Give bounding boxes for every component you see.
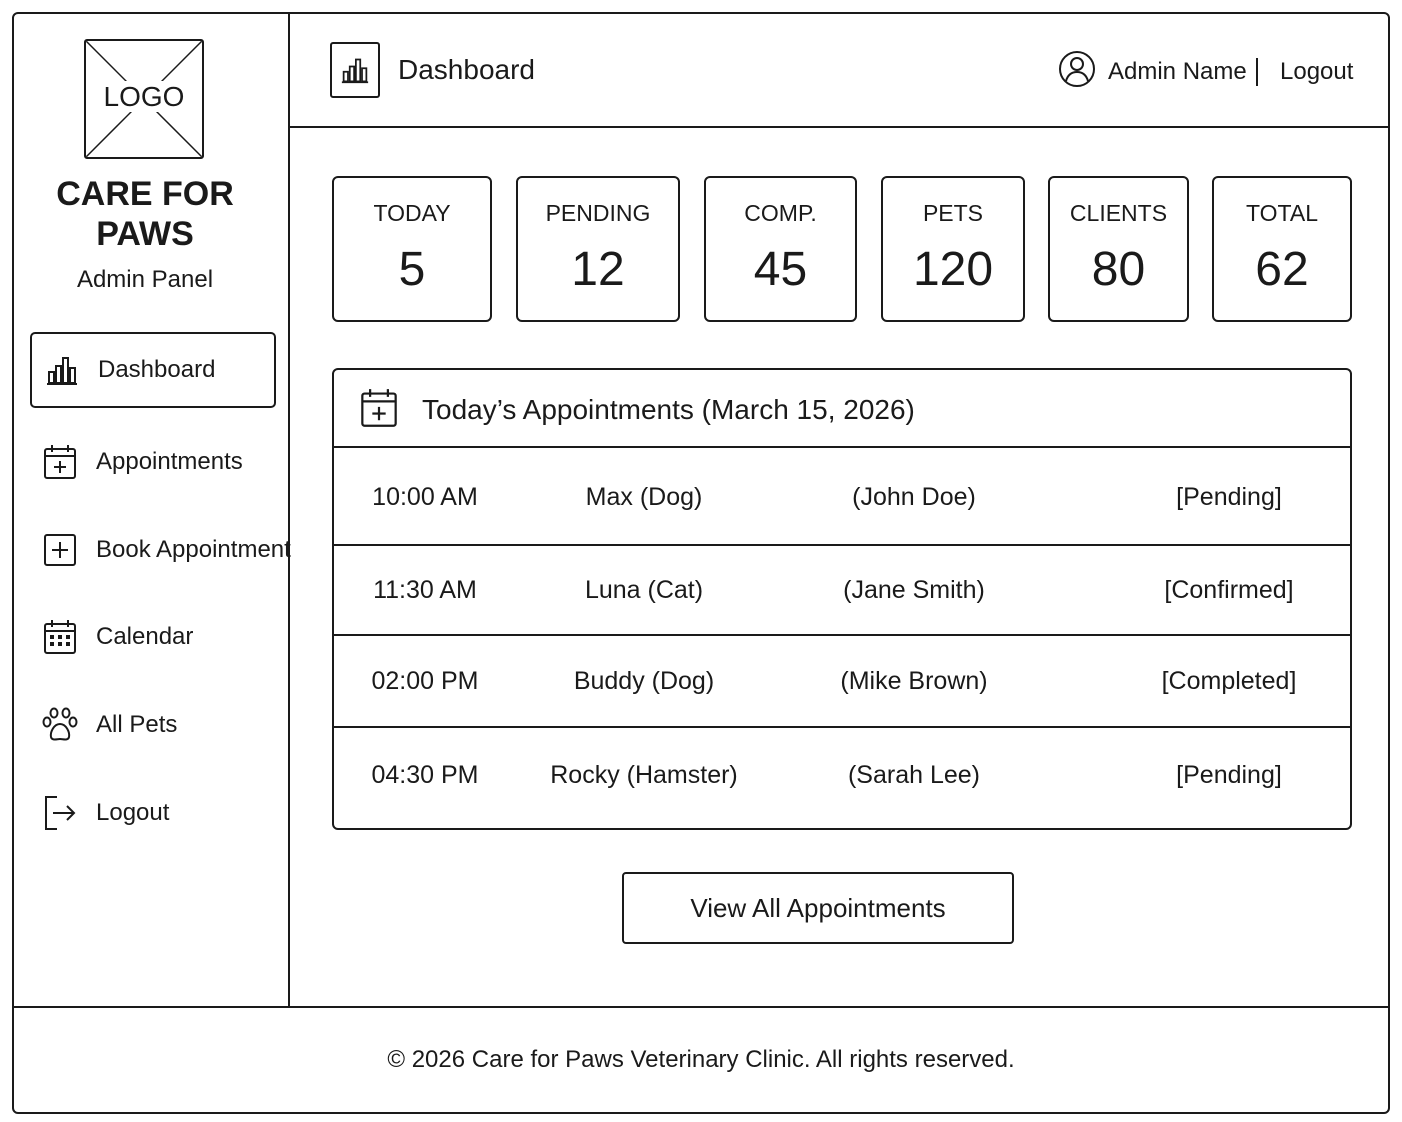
footer-copyright: © 2026 Care for Paws Veterinary Clinic. All rights reserved. [387,1046,1015,1073]
stat-value: 120 [912,243,994,296]
appointment-status: [Pending] [1176,760,1282,789]
appointment-pet: Buddy (Dog) [573,666,715,695]
brand-subtitle: Admin Panel [76,266,214,293]
appointment-owner: (John Doe) [852,482,976,511]
appointment-time: 04:30 PM [371,760,479,789]
stat-label: PETS [922,200,984,226]
appointments-panel-header [334,370,1350,448]
appointment-status: [Pending] [1176,482,1282,511]
top-header [290,14,1390,128]
logo-text: LOGO [103,81,185,112]
appointment-pet: Max (Dog) [585,482,703,511]
appointments-panel [332,368,1352,830]
stat-card-total [1212,176,1352,322]
sidebar-item-label: Calendar [96,623,194,650]
appointment-owner: (Mike Brown) [840,666,988,695]
user-name[interactable]: Admin Name [1108,58,1247,85]
user-avatar-icon[interactable] [1058,50,1096,88]
appointment-row[interactable] [334,546,1350,636]
stat-label: PENDING [545,200,651,226]
sidebar-item-book-appointment[interactable] [30,512,291,588]
sidebar-item-label: Appointments [96,448,243,475]
logo-placeholder [84,39,204,159]
sidebar-item-all-pets[interactable] [30,687,276,763]
stat-label: CLIENTS [1069,200,1168,226]
page-title: Dashboard [398,54,535,85]
calendar-plus-icon [42,444,78,480]
appointment-pet: Luna (Cat) [584,575,704,604]
appointment-row[interactable] [334,636,1350,728]
sidebar-item-label: Book Appointment [96,536,291,563]
appointment-owner: (Jane Smith) [843,575,985,604]
header-logout-link[interactable]: Logout [1280,58,1354,85]
app-frame [12,12,1390,1114]
sidebar-item-appointments[interactable] [30,424,276,500]
sidebar-item-logout[interactable] [30,775,276,851]
brand-name [14,174,276,254]
sidebar-item-label: All Pets [96,711,178,738]
stat-label: TOTAL [1246,200,1318,226]
plus-square-icon [42,532,78,568]
calendar-plus-icon [360,388,400,428]
appointment-status: [Confirmed] [1164,575,1294,604]
stat-card-clients [1048,176,1189,322]
footer [14,1006,1388,1112]
appointment-time: 10:00 AM [372,482,478,511]
stat-card-today [332,176,492,322]
stat-card-pets [881,176,1025,322]
calendar-grid-icon [42,619,78,655]
stat-value: 12 [571,243,625,296]
paw-icon [42,707,78,743]
appointment-time: 02:00 PM [371,666,479,695]
stat-card-completed [704,176,857,322]
stat-value: 45 [753,243,808,296]
appointments-title: Today’s Appointments (March 15, 2026) [422,394,915,425]
bar-chart-icon [44,352,80,388]
appointment-row[interactable] [334,728,1350,822]
appointment-row[interactable] [334,450,1350,546]
header-divider [1256,58,1258,86]
stat-value: 62 [1255,243,1309,296]
stat-label: COMP. [744,200,817,226]
sidebar-item-calendar[interactable] [30,599,276,675]
appointment-pet: Rocky (Hamster) [550,760,738,789]
view-all-appointments-button[interactable]: View All Appointments [622,872,1014,944]
appointment-status: [Completed] [1161,666,1297,695]
sidebar-item-dashboard[interactable] [30,332,276,408]
sidebar [14,14,290,1006]
brand-line-1: CARE FOR [56,175,234,213]
stat-value: 80 [1091,243,1146,296]
sidebar-item-label: Dashboard [98,356,216,383]
appointment-time: 11:30 AM [373,575,477,604]
sidebar-item-label: Logout [96,799,170,826]
stat-value: 5 [398,243,426,296]
stat-card-pending [516,176,680,322]
bar-chart-icon [330,42,380,98]
stat-label: TODAY [373,200,451,226]
appointment-owner: (Sarah Lee) [847,760,981,789]
brand-line-2: PAWS [96,215,194,253]
logout-icon [42,795,78,831]
